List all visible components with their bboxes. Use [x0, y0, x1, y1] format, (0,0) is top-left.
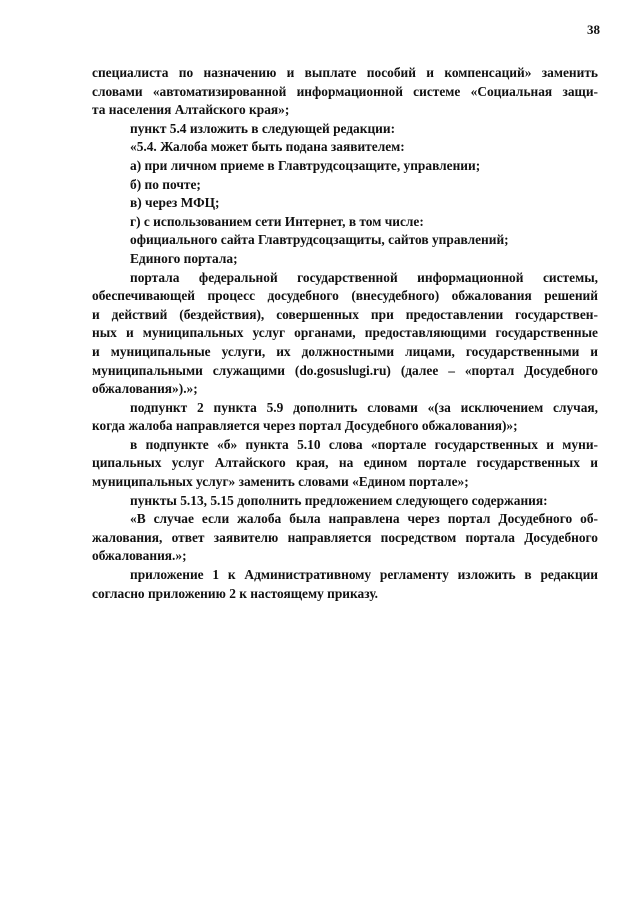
- text-line: приложение 1 к Административному регламенту изложить в редакции: [130, 567, 598, 583]
- text-line: «В случае если жалоба была направлена через портал Досудебного об-: [130, 511, 598, 527]
- text-line: г) с использованием сети Интернет, в том числе:: [130, 213, 424, 229]
- text-line: обжалования.»;: [92, 548, 187, 564]
- text-line: когда жалоба направляется через портал Досудебного обжалования)»;: [92, 418, 518, 434]
- text-line: Единого портала;: [130, 250, 238, 266]
- text-line: та населения Алтайского края»;: [92, 102, 290, 118]
- text-line: подпункт 2 пункта 5.9 дополнить словами «(за исключением случая,: [130, 399, 598, 415]
- text-line: ципальных услуг Алтайского края, на едином портале государственных и: [92, 455, 598, 471]
- text-line: пункт 5.4 изложить в следующей редакции:: [130, 120, 396, 136]
- text-line: жалования, ответ заявителю направляется посредством портала Досудебного: [92, 529, 598, 545]
- text-line: в) через МФЦ;: [130, 195, 220, 211]
- text-line: муниципальных услуг» заменить словами «Едином портале»;: [92, 474, 469, 490]
- text-line: пункты 5.13, 5.15 дополнить предложением следующего содержания:: [130, 492, 548, 508]
- text-line: муниципальными служащими (do.gosuslugi.ru) (далее – «портал Досудебного: [92, 362, 598, 378]
- text-line: в подпункте «б» пункта 5.10 слова «портале государственных и муни-: [130, 436, 598, 452]
- text-line: словами «автоматизированной информационной системе «Социальная защи-: [92, 83, 598, 99]
- text-line: «5.4. Жалоба может быть подана заявителем:: [130, 139, 405, 155]
- text-line: согласно приложению 2 к настоящему приказу.: [92, 585, 379, 601]
- text-line: обжалования»).»;: [92, 381, 198, 397]
- text-line: и действий (бездействия), совершенных при предоставлении государствен-: [92, 306, 598, 322]
- text-line: официального сайта Главтрудсоцзащиты, сайтов управлений;: [130, 232, 509, 248]
- text-line: а) при личном приеме в Главтрудсоцзащите, управлении;: [130, 157, 481, 173]
- text-line: портала федеральной государственной информационной системы,: [130, 269, 598, 285]
- text-line: ных и муниципальных услуг органами, предоставляющими государственные: [92, 325, 598, 341]
- text-line: б) по почте;: [130, 176, 201, 192]
- page-number: 38: [587, 22, 600, 37]
- text-line: обеспечивающей процесс досудебного (внесудебного) обжалования решений: [92, 288, 598, 304]
- text-line: и муниципальные услуги, их должностными лицами, государственными и: [92, 343, 598, 359]
- document-body: [92, 64, 598, 603]
- text-line: специалиста по назначению и выплате пособий и компенсаций» заменить: [92, 65, 598, 80]
